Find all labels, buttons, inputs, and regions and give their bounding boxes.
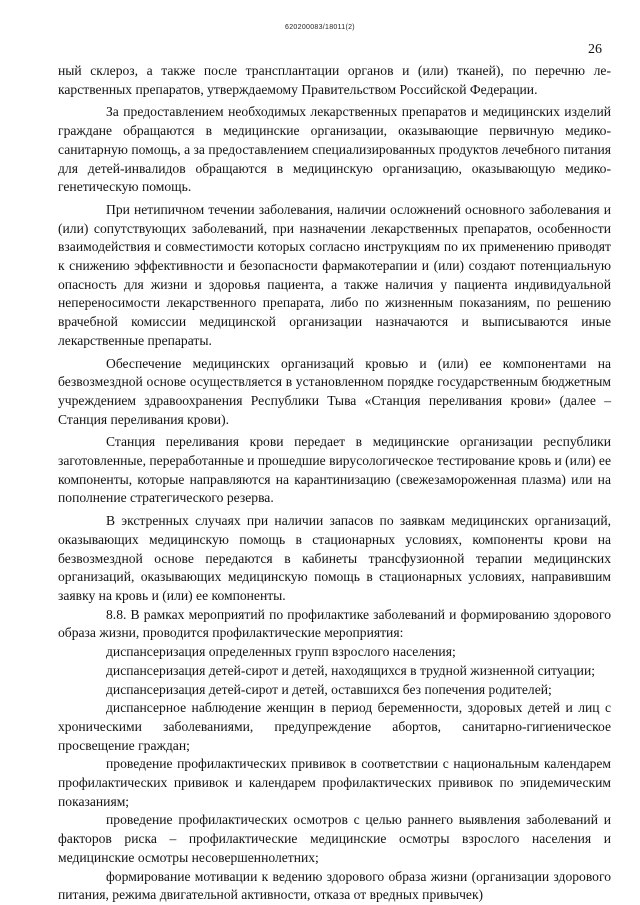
- list-item: проведение профилактических прививок в соответствии с национальным календарем профилактических прививок и календарем профилактических прививок по эпидемическим показаниям;: [58, 756, 611, 809]
- document-id: 620200083/18011(2): [285, 24, 355, 31]
- paragraph: Станция переливания крови передает в медицинские организации республики заготовленные, переработанные и прошедшие вирусологическое тестирование кровь и (или) ее компоненты, которые направляются на карантинизацию (свежезамороженная плазма) или на пополнение стратегического резерва.: [58, 434, 611, 506]
- body-text: [58, 62, 611, 905]
- paragraph: В экстренных случаях при наличии запасов по заявкам медицинских организаций, оказывающих медицинскую помощь в стационарных условиях, компоненты крови на безвозмездной основе передаются в кабинеты трансфузионной терапии медицинских организаций, оказывающих медицинскую помощь в стационарных условиях, направившим заявку на кровь и (или) ее компоненты.: [58, 513, 611, 603]
- list-item: диспансеризация детей-сирот и детей, находящихся в трудной жизненной ситуации;: [106, 662, 595, 678]
- list-item: формирование мотивации к ведению здорового образа жизни (организации здорового питания, режима двигательной активности, отказа от вредных привычек): [58, 868, 611, 903]
- paragraph: За предоставлением необходимых лекарственных препаратов и медицинских изделий граждане обращаются в медицинские организации, оказывающие первичную медико-санитарную помощь, а за предоставлением специализированных продуктов лечебного питания для детей-инвалидов обращаются в медицинскую организацию, оказывающую медико-генетическую помощь.: [58, 104, 611, 195]
- paragraph: ный склероз, а также после трансплантации органов и (или) тканей), по перечню лекарственных препаратов, утверждаемому Правительством Российской Федерации.: [58, 63, 611, 97]
- paragraph: При нетипичном течении заболевания, наличии осложнений основного заболевания и (или) сопутствующих заболеваний, при назначении лекарственных препаратов, особенности взаимодействия и совместимости которых согласно инструкциям по их применению приводят к снижению эффективности и безопасности фармакотерапии и (или) создают потенциальную опасность для жизни и здоровья пациента, а также наличия у пациента индивидуальной непереносимости лекарственного препарата, либо по жизненным показаниям, по решению врачебной комиссии медицинской организации назначаются и выписываются иные лекарственные препараты.: [58, 201, 611, 348]
- paragraph: 8.8. В рамках мероприятий по профилактике заболеваний и формированию здорового образа жизни, проводится профилактические мероприятия:: [58, 606, 611, 641]
- paragraph: Обеспечение медицинских организаций кровью и (или) ее компонентами на безвозмездной основе осуществляется в установленном порядке государственным бюджетным учреждением здравоохранения Республики Тыва «Станция переливания крови» (далее – Станция переливания крови).: [58, 355, 611, 427]
- page-number: 26: [588, 42, 602, 57]
- list-item: диспансерное наблюдение женщин в период беременности, здоровых детей и лиц с хроническими заболеваниями, предупреждение абортов, санитарно-гигиеническое просвещение граждан;: [58, 700, 611, 753]
- list-item: проведение профилактических осмотров с целью раннего выявления заболеваний и факторов риска – профилактические медицинские осмотры взрослого населения и медицинские осмотры несовершеннолетних;: [58, 812, 611, 865]
- list-item: диспансеризация детей-сирот и детей, оставшихся без попечения родителей;: [106, 681, 552, 697]
- list-item: диспансеризация определенных групп взрослого населения;: [106, 644, 456, 660]
